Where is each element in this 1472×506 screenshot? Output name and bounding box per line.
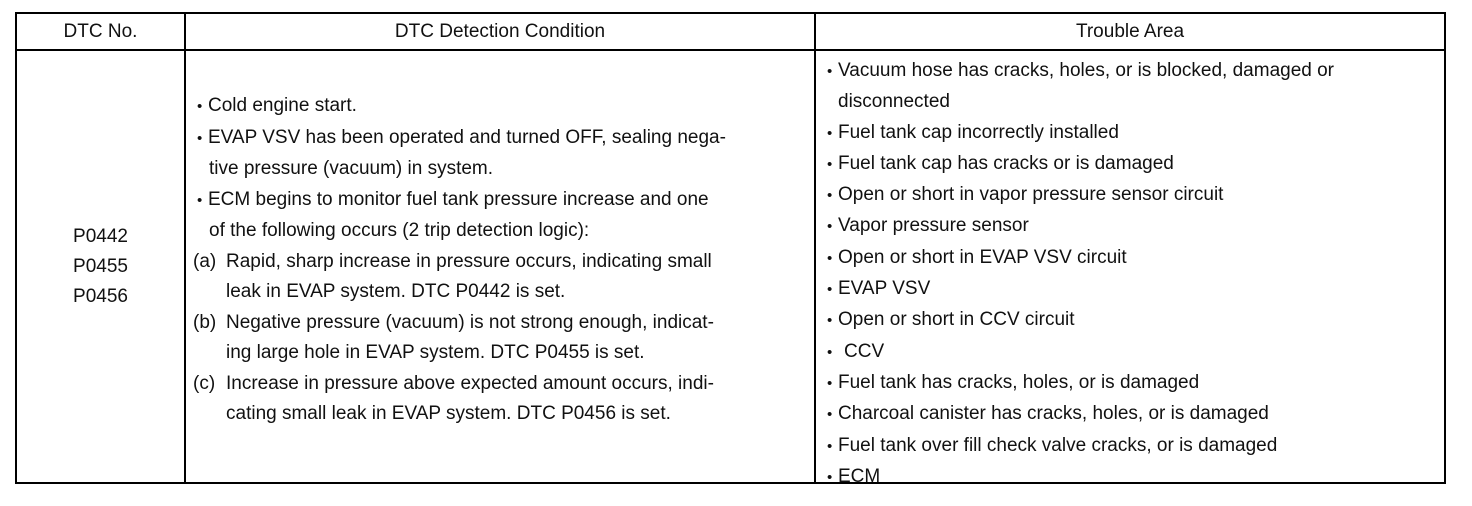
trouble-text: Open or short in vapor pressure sensor circuit [838,184,1224,206]
condition-text: Increase in pressure above expected amount occurs, indi- [226,372,714,394]
bullet-icon: • [827,187,833,205]
condition-continuation: leak in EVAP system. DTC P0442 is set. [226,281,566,302]
trouble-text: Fuel tank cap has cracks or is damaged [838,152,1174,174]
bullet-icon: • [827,374,833,392]
condition-text: Rapid, sharp increase in pressure occurs, indicating small [226,250,712,272]
trouble-text: Fuel tank over fill check valve cracks, or is damaged [838,434,1278,456]
dtc-code: P0455 [73,255,128,277]
condition-continuation: of the following occurs (2 trip detection logic): [209,220,590,241]
condition-text: Cold engine start. [208,95,357,116]
trouble-item [816,368,1444,399]
trouble-item [816,180,1444,211]
sub-condition-a [186,247,814,278]
trouble-item [816,274,1444,305]
bullet-icon: • [197,98,203,115]
bullet-icon: • [827,63,833,80]
trouble-text: Fuel tank has cracks, holes, or is damaged [838,371,1200,393]
trouble-item [816,305,1444,336]
bullet-icon: • [827,437,833,455]
bullet-icon: • [827,249,833,267]
condition-text: EVAP VSV has been operated and turned OFF, sealing nega- [208,126,726,148]
sub-condition-marker: (b) [193,311,217,333]
dtc-code: P0442 [73,225,128,247]
trouble-text: EVAP VSV [838,278,931,300]
sub-condition-marker: (a) [193,250,217,272]
sub-condition-marker: (c) [193,372,216,394]
trouble-continuation: disconnected [838,91,950,113]
dtc-codes-cell [17,51,184,482]
bullet-icon: • [827,406,833,424]
trouble-text: Charcoal canister has cracks, holes, or is damaged [838,403,1269,425]
trouble-item [816,56,1444,87]
header-dtc-no: DTC No. [17,14,184,51]
trouble-area-cell [816,51,1444,487]
trouble-item [816,399,1444,430]
header-trouble-area: Trouble Area [816,14,1444,51]
bullet-icon: • [827,343,833,361]
trouble-item [816,243,1444,274]
header-detection-condition: DTC Detection Condition [186,14,814,51]
bullet-icon: • [197,191,203,209]
trouble-item [816,431,1444,462]
trouble-text: Fuel tank cap incorrectly installed [838,121,1119,143]
bullet-icon: • [827,312,833,330]
bullet-icon: • [827,281,833,299]
bullet-icon: • [827,218,833,236]
trouble-text: Vacuum hose has cracks, holes, or is blocked, damaged or [838,60,1335,81]
trouble-item [816,118,1444,149]
condition-item [186,123,814,155]
condition-continuation: cating small leak in EVAP system. DTC P0456 is set. [226,403,671,424]
bullet-icon: • [827,468,833,486]
detection-condition-cell [186,51,814,482]
sub-condition-b [186,308,814,339]
trouble-item [816,462,1444,493]
condition-item [186,91,814,123]
condition-continuation: ing large hole in EVAP system. DTC P0455 is set. [226,342,645,363]
bullet-icon: • [827,124,833,142]
trouble-text: Vapor pressure sensor [838,215,1029,237]
trouble-item [816,211,1444,242]
trouble-item [816,337,1444,368]
trouble-text: ECM [838,465,881,487]
trouble-item [816,149,1444,180]
trouble-text: Open or short in EVAP VSV circuit [838,246,1127,268]
dtc-code: P0456 [73,285,128,307]
trouble-text: CCV [844,340,885,362]
trouble-text: Open or short in CCV circuit [838,309,1075,331]
sub-condition-c [186,369,814,400]
bullet-icon: • [197,129,203,147]
condition-item [186,185,814,217]
dtc-table [15,12,1446,487]
condition-text: Negative pressure (vacuum) is not strong enough, indicat- [226,311,714,333]
condition-text: ECM begins to monitor fuel tank pressure increase and one [208,188,709,210]
condition-continuation: tive pressure (vacuum) in system. [209,158,494,179]
bullet-icon: • [827,155,833,173]
